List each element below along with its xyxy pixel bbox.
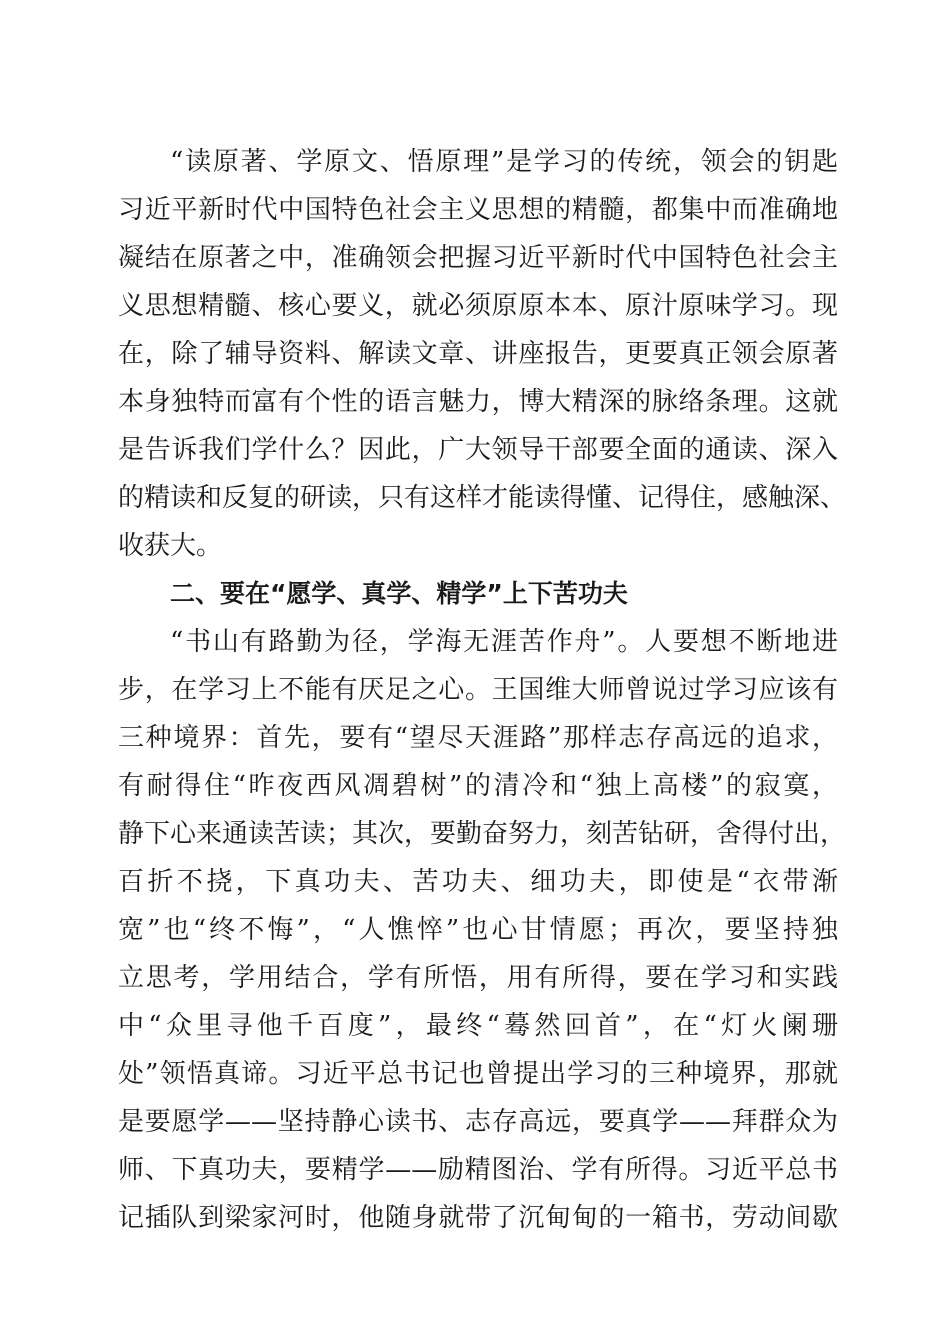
paragraph-1-line-9: 收获大。 [118, 531, 223, 561]
paragraph-1-line-3: 凝结在原著之中，准确领会把握习近平新时代中国特色社会主 [118, 243, 838, 273]
paragraph-1-line-7: 是告诉我们学什么？因此，广大领导干部要全面的通读、深入 [118, 435, 838, 465]
paragraph-2-line-3: 三种境界：首先，要有“望尽天涯路”那样志存高远的追求， [118, 723, 838, 753]
paragraph-1-line-6: 本身独特而富有个性的语言魅力，博大精深的脉络条理。这就 [118, 387, 838, 417]
paragraph-2-line-13: 记插队到梁家河时，他随身就带了沉甸甸的一箱书，劳动间歇 [118, 1203, 838, 1233]
paragraph-2-line-12: 师、下真功夫，要精学——励精图治、学有所得。习近平总书 [118, 1155, 838, 1185]
paragraph-2-line-11: 是要愿学——坚持静心读书、志存高远，要真学——拜群众为 [118, 1107, 838, 1137]
paragraph-2-line-6: 百折不挠，下真功夫、苦功夫、细功夫，即使是“衣带渐 [118, 867, 838, 897]
paragraph-1-line-8: 的精读和反复的研读，只有这样才能读得懂、记得住，感触深、 [118, 483, 847, 513]
paragraph-2-line-7: 宽”也“终不悔”，“人憔悴”也心甘情愿；再次，要坚持独 [118, 915, 838, 945]
paragraph-2-line-1: “书山有路勤为径，学海无涯苦作舟”。人要想不断地进 [170, 627, 838, 657]
paragraph-2-line-2: 步，在学习上不能有厌足之心。王国维大师曾说过学习应该有 [118, 675, 838, 705]
paragraph-1-line-5: 在，除了辅导资料、解读文章、讲座报告，更要真正领会原著 [118, 339, 838, 369]
paragraph-1-line-1: “读原著、学原文、悟原理”是学习的传统，领会的钥匙 [170, 147, 838, 177]
paragraph-2-line-4: 有耐得住“昨夜西风凋碧树”的清冷和“独上高楼”的寂寞， [118, 771, 838, 801]
paragraph-2-line-8: 立思考，学用结合，学有所悟，用有所得，要在学习和实践 [118, 963, 838, 993]
paragraph-2-line-9: 中“众里寻他千百度”，最终“蓦然回首”，在“灯火阑珊 [118, 1011, 838, 1041]
section-heading: 二、要在“愿学、真学、精学”上下苦功夫 [170, 579, 628, 608]
paragraph-1-line-4: 义思想精髓、核心要义，就必须原原本本、原汁原味学习。现 [118, 291, 838, 321]
paragraph-1-line-2: 习近平新时代中国特色社会主义思想的精髓，都集中而准确地 [118, 195, 838, 225]
paragraph-2-line-5: 静下心来通读苦读；其次，要勤奋努力，刻苦钻研，舍得付出， [118, 819, 847, 849]
paragraph-2-line-10: 处”领悟真谛。习近平总书记也曾提出学习的三种境界，那就 [118, 1059, 838, 1089]
